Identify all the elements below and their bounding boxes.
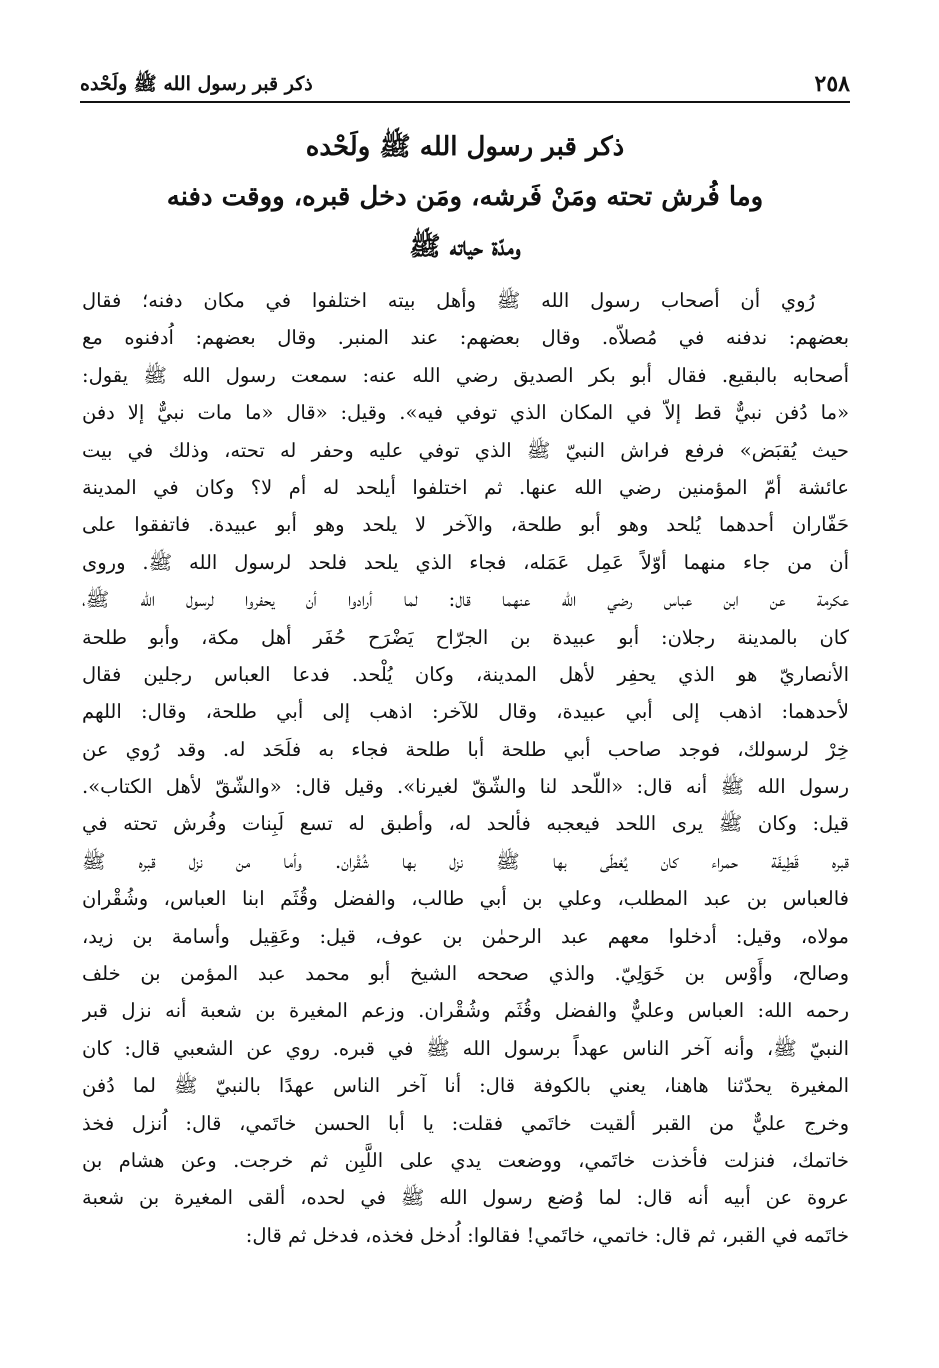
- text-line: خِرْ لرسولك، فوجد صاحب أبي طلحة أبا طلحة فجاء به فلَحَد له. وقد رُوي عن: [82, 737, 849, 761]
- text-line: قبره قَطِيفَة حمراء كان يُغطّى بها ﷺ نزل بها شُقْران. وأما من نزل قبره ﷺ: [82, 849, 849, 873]
- text-line: بعضهم: ندفنه في مُصلاّه. وقال بعضهم: عند المنبر. وقال بعضهم: اُدفنوه مع: [82, 326, 849, 350]
- page-header: [80, 66, 850, 100]
- text-line: عروة عن أبيه أنه قال: لما وُضع رسول الله ﷺ في لحده، ألقى المغيرة بن شعبة: [82, 1186, 849, 1210]
- title-line: ومدّة حياته ﷺ: [409, 232, 521, 262]
- text-line: المغيرة يحدّثنا هاهنا، يعني بالكوفة قال: أنا آخر الناس عهدًا بالنبيّ ﷺ لما دُفن: [82, 1074, 849, 1098]
- header-rule: [80, 101, 850, 103]
- page-number: ٢٥٨: [814, 71, 850, 97]
- text-line: مولاه، وقيل: أدخلوا معهم عبد الرحمٰن بن عوف، قيل: وعَقِيل وأسامة بن زيد،: [82, 924, 849, 948]
- text-line: فالعباس بن عبد المطلب، وعلي بن أبي طالب، والفضل وقُثَم ابنا العباس، وشُقْران: [82, 887, 849, 911]
- text-line: رسول الله ﷺ أنه قال: «اللّحد لنا والشّقّ لغيرنا». وقيل قال: «والشّقّ لأهل الكتاب».: [82, 775, 849, 799]
- text-line: رُوي أن أصحاب رسول الله ﷺ وأهل بيته اختلفوا في مكان دفنه؛ فقال: [82, 289, 815, 312]
- text-line: لأحدهما: اذهب إلى أبي عبيدة، وقال للآخر: اذهب إلى أبي طلحة، وقال: اللهم: [82, 700, 849, 724]
- text-line: أن من جاء منهما أوّلاً عَمِل عَمَله، فجاء الذي يلحد فلحد لرسول الله ﷺ. وروى: [82, 550, 849, 574]
- running-title: ذكر قبر رسول الله ﷺ ولَحْده: [80, 73, 313, 95]
- text-line: عكرمة عن ابن عباس رضي الله عنهما قال: لما أرادوا أن يحفروا لرسول الله ﷺ،: [82, 588, 849, 612]
- text-line: عائشة أمّ المؤمنين رضي الله عنها. ثم اختلفوا أيلحد له أم لا؟ وكان في المدينة: [82, 475, 849, 499]
- text-line: رحمه الله: العباس وعليٌّ والفضل وقُثَم وشُقْران. وزعم المغيرة بن شعبة أنه نزل قبر: [82, 999, 849, 1023]
- text-line: الأنصاريّ هو الذي يحفِر لأهل المدينة، وكان يُلْحد. فدعا العباس رجلين فقال: [82, 662, 849, 686]
- body-text: [82, 282, 849, 1254]
- text-line: وخرج عليٌّ من القبر ألقيت خاتَمي فقلت: يا أبا الحسن خاتَمي، قال: اُنزل فخذ: [82, 1111, 849, 1135]
- text-line: «ما دُفن نبيٌّ قط إلاّ في المكان الذي توفي فيه». وقيل: «قال «ما مات نبيٌّ إلا دفن: [82, 401, 849, 425]
- text-line: النبيّ ﷺ، وأنه آخر الناس عهداً برسول الله ﷺ في قبره. روي عن الشعبي قال: كان: [82, 1036, 849, 1060]
- title-line: ذكر قبر رسول الله ﷺ ولَحْده: [305, 132, 625, 162]
- text-line: وصالح، وأَوْس بن خَوَلِيّ. والذي صححه الشيخ أبو محمد عبد المؤمن بن خلف: [82, 962, 849, 986]
- text-line: أصحابه بالبقيع. فقال أبو بكر الصديق رضي الله عنه: سمعت رسول الله ﷺ يقول:: [82, 363, 849, 387]
- text-line: حيث يُقبَض» فرفع فراش النبيّ ﷺ الذي توفي عليه وحفر له تحته، وذلك في بيت: [82, 438, 849, 462]
- chapter-title: [120, 122, 810, 272]
- text-line: خاتَمه في القبر، ثم قال: خاتمي، خاتَمي! فقالوا: اُدخل فخذه، فدخل ثم قال:: [245, 1223, 849, 1247]
- text-line: كان بالمدينة رجلان: أبو عبيدة بن الجرّاح يَضْرَح حُفَر أهل مكة، وأبو طلحة: [82, 625, 849, 649]
- title-line: وما فُرش تحته ومَنْ فَرشه، ومَن دخل قبره، ووقت دفنه: [166, 182, 764, 212]
- text-line: خاتمك، فنزلت فأخذت خاتَمي، ووضعت يدي على اللَّبِن ثم خرجت. وعن هشام بن: [82, 1148, 849, 1172]
- text-line: حَفّاران أحدهما يُلحد وهو أبو طلحة، والآخر لا يلحد وهو أبو عبيدة. فاتفقوا على: [82, 513, 849, 537]
- text-line: قيل: وكان ﷺ يرى اللحد فيعجبه فألحد له، وأطبق له تسع لَبِنات وفُرش تحته في: [82, 812, 849, 836]
